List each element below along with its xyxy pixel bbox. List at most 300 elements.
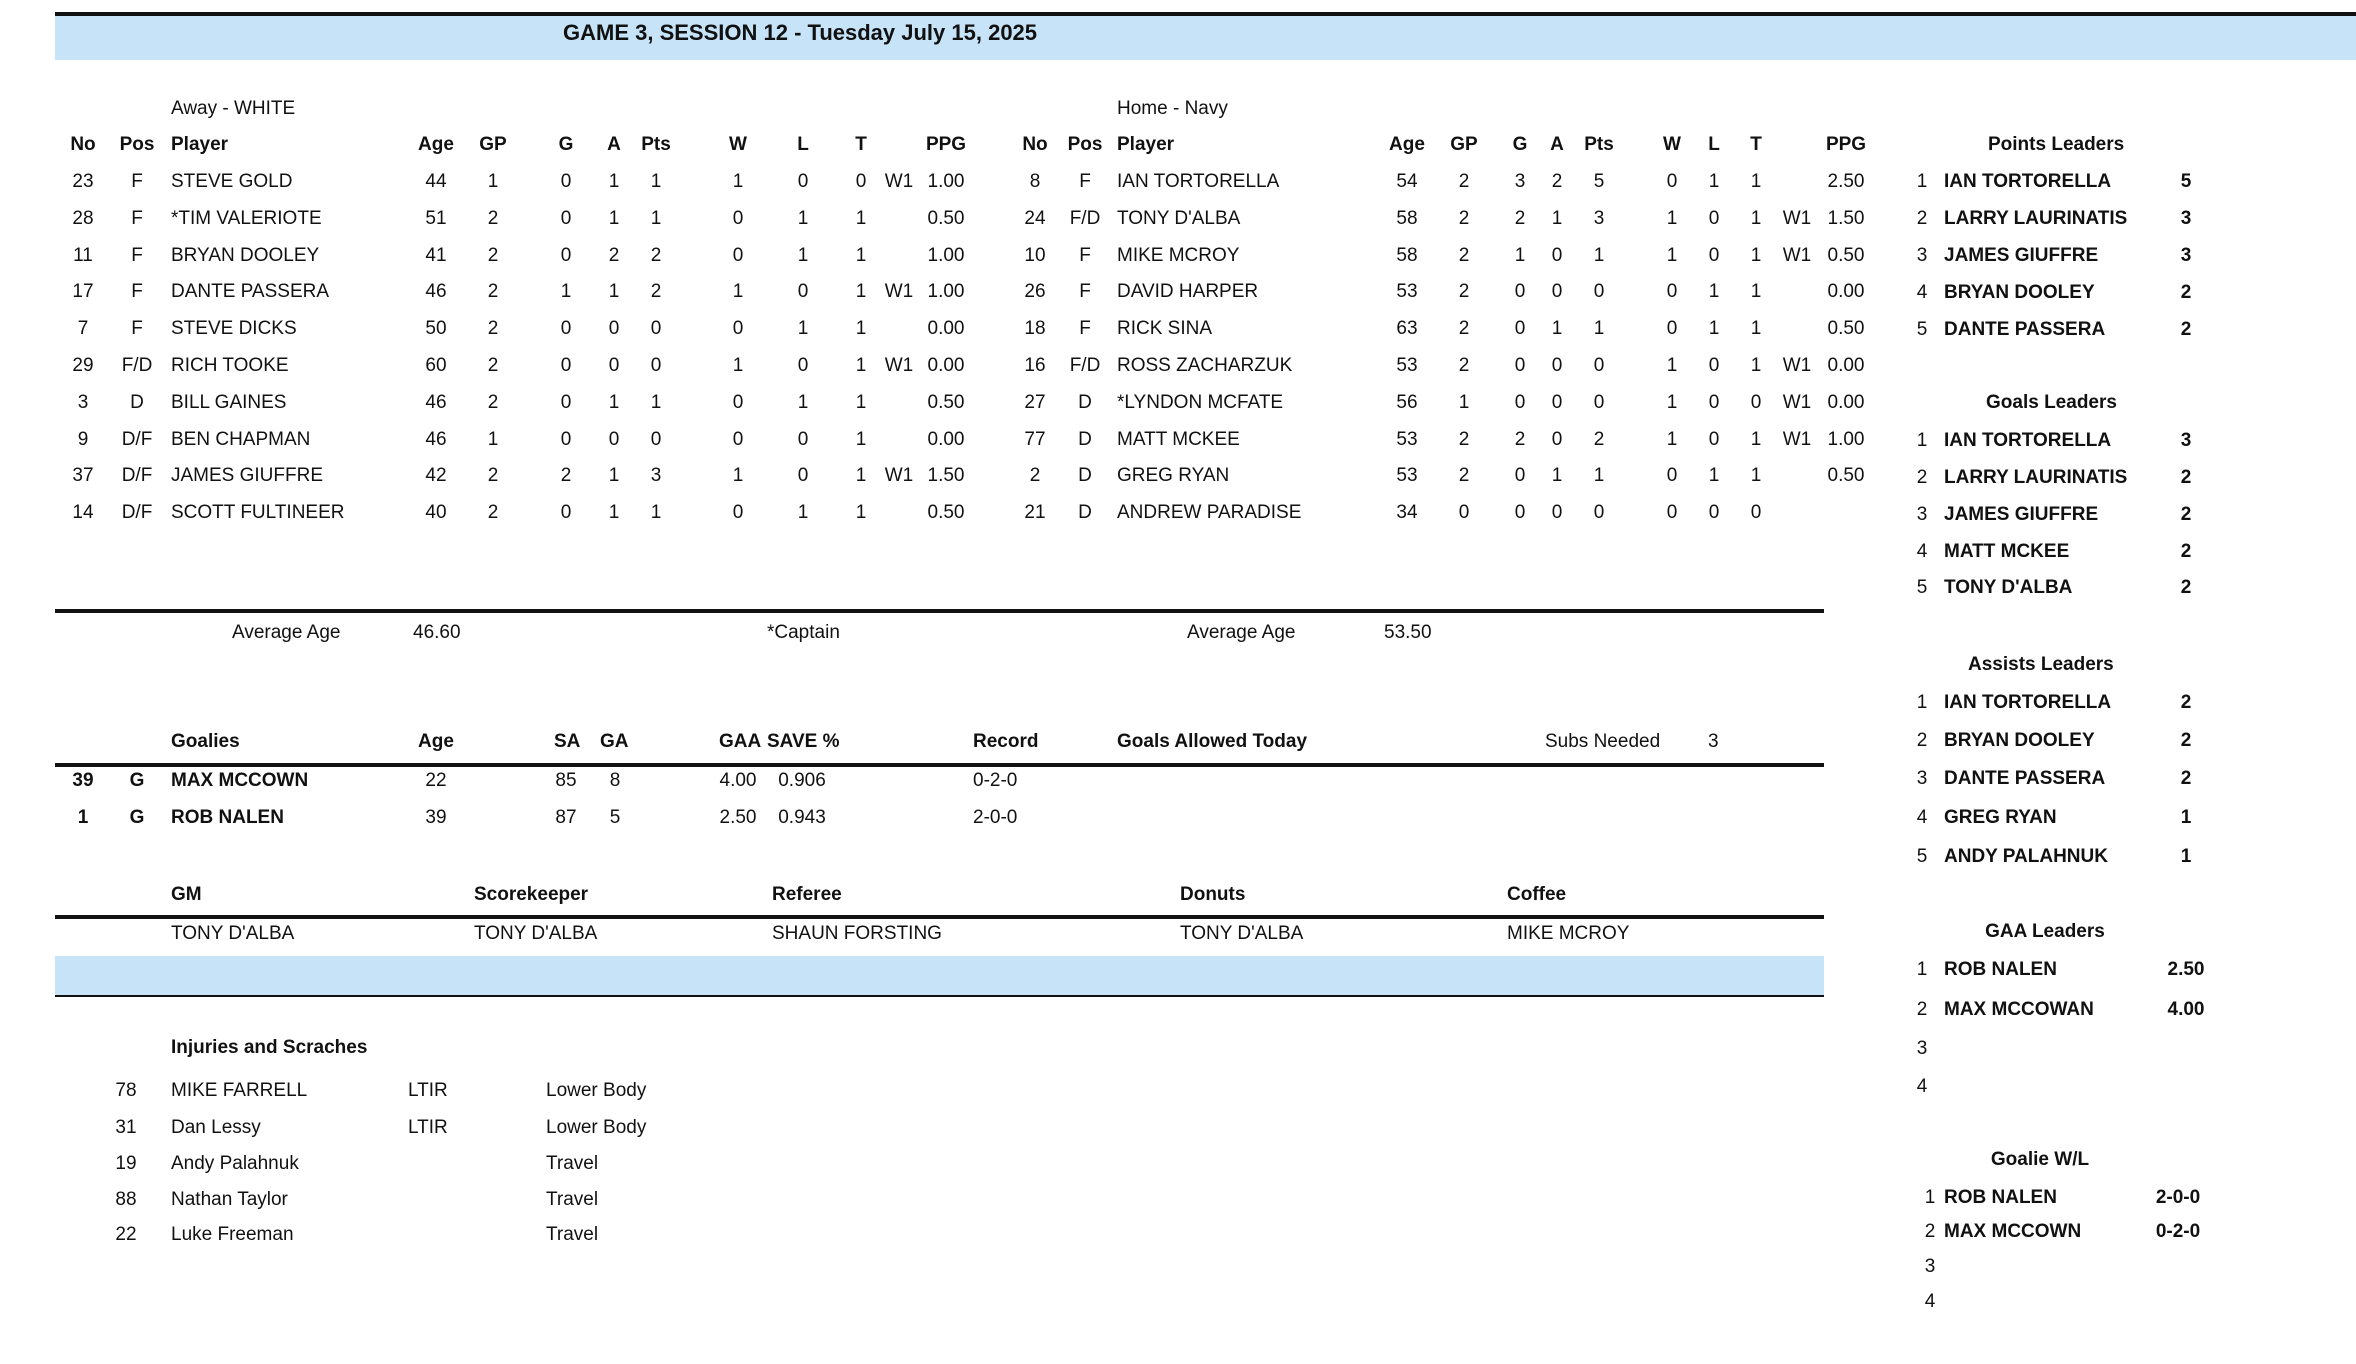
staff-header-referee: Referee xyxy=(772,884,842,905)
away-row-pts: 0 xyxy=(650,355,662,376)
away-row-pts: 2 xyxy=(650,281,662,302)
home-row-player: RICK SINA xyxy=(1117,318,1213,339)
away-header-gp: GP xyxy=(479,134,507,155)
away-row-age: 51 xyxy=(425,208,447,229)
home-row-g: 0 xyxy=(1514,318,1526,339)
away-row-pos: F/D xyxy=(121,355,153,376)
away-row-pts: 0 xyxy=(650,318,662,339)
leaders-assists-value: 2 xyxy=(2180,692,2192,713)
home-row-l: 0 xyxy=(1708,502,1720,523)
home-row-t: 1 xyxy=(1750,171,1762,192)
away-row-l: 1 xyxy=(797,392,809,413)
leaders-goals-rank: 1 xyxy=(1916,430,1928,451)
home-row-w: 1 xyxy=(1666,429,1678,450)
leaders-assists-value: 2 xyxy=(2180,730,2192,751)
leaders-points-value: 2 xyxy=(2180,282,2192,303)
home-row-a: 0 xyxy=(1551,392,1563,413)
away-row-g: 0 xyxy=(560,392,572,413)
away-row-w: 1 xyxy=(732,465,744,486)
injury-no: 19 xyxy=(115,1153,137,1174)
goalie-ga: 5 xyxy=(609,807,621,828)
away-row-g: 0 xyxy=(560,208,572,229)
leaders-points-rank: 2 xyxy=(1916,208,1928,229)
leaders-wl-value: 0-2-0 xyxy=(2155,1221,2201,1242)
home-row-gp: 2 xyxy=(1458,245,1470,266)
away-row-a: 1 xyxy=(608,281,620,302)
home-row-g: 1 xyxy=(1514,245,1526,266)
away-row-streak: W1 xyxy=(884,355,914,376)
injury-no: 88 xyxy=(115,1189,137,1210)
away-row-t: 1 xyxy=(855,502,867,523)
away-row-l: 0 xyxy=(797,355,809,376)
leaders-goals-rank: 3 xyxy=(1916,504,1928,525)
home-row-a: 0 xyxy=(1551,245,1563,266)
away-row-ppg: 0.00 xyxy=(927,429,965,450)
away-row-pts: 1 xyxy=(650,392,662,413)
leaders-gaa-value: 2.50 xyxy=(2167,959,2205,980)
away-row-a: 2 xyxy=(608,245,620,266)
away-row-age: 40 xyxy=(425,502,447,523)
title-band xyxy=(55,16,2356,60)
away-row-player: BRYAN DOOLEY xyxy=(171,245,320,266)
away-row-a: 1 xyxy=(608,171,620,192)
home-row-no: 24 xyxy=(1024,208,1046,229)
away-row-player: BILL GAINES xyxy=(171,392,287,413)
home-row-w: 0 xyxy=(1666,465,1678,486)
home-row-no: 16 xyxy=(1024,355,1046,376)
injury-name: Nathan Taylor xyxy=(171,1189,288,1210)
away-row-pos: D/F xyxy=(121,429,153,450)
home-row-a: 0 xyxy=(1551,502,1563,523)
leaders-points-name: JAMES GIUFFRE xyxy=(1944,245,2099,266)
home-row-pts: 1 xyxy=(1593,245,1605,266)
away-row-ppg: 1.00 xyxy=(927,281,965,302)
home-row-a: 0 xyxy=(1551,281,1563,302)
home-row-g: 0 xyxy=(1514,392,1526,413)
home-row-pts: 0 xyxy=(1593,502,1605,523)
home-row-no: 2 xyxy=(1029,465,1041,486)
home-row-pos: D xyxy=(1078,465,1092,486)
home-row-streak: W1 xyxy=(1782,429,1812,450)
home-row-player: TONY D'ALBA xyxy=(1117,208,1241,229)
home-row-no: 77 xyxy=(1024,429,1046,450)
leaders-gaa-name: ROB NALEN xyxy=(1944,959,2057,980)
home-row-age: 63 xyxy=(1396,318,1418,339)
home-header-t: T xyxy=(1750,134,1762,155)
goalie-ga: 8 xyxy=(609,770,621,791)
leaders-assists-rank: 2 xyxy=(1916,730,1928,751)
staff-header-donuts: Donuts xyxy=(1180,884,1246,905)
away-row-gp: 2 xyxy=(487,502,499,523)
away-row-w: 0 xyxy=(732,208,744,229)
home-row-age: 56 xyxy=(1396,392,1418,413)
goalie-gaa: 2.50 xyxy=(719,807,757,828)
home-row-l: 1 xyxy=(1708,171,1720,192)
home-row-no: 18 xyxy=(1024,318,1046,339)
leaders-goals-rank: 2 xyxy=(1916,467,1928,488)
home-row-t: 1 xyxy=(1750,318,1762,339)
away-row-l: 1 xyxy=(797,245,809,266)
home-row-no: 27 xyxy=(1024,392,1046,413)
goalie-record: 2-0-0 xyxy=(973,807,1018,828)
home-row-a: 0 xyxy=(1551,355,1563,376)
home-header-w: W xyxy=(1663,134,1681,155)
leaders-points-name: BRYAN DOOLEY xyxy=(1944,282,2095,303)
leaders-points-name: IAN TORTORELLA xyxy=(1944,171,2112,192)
home-average-age-label: Average Age xyxy=(1187,622,1296,643)
leaders-gaa-value: 4.00 xyxy=(2167,999,2205,1020)
injury-status: LTIR xyxy=(408,1117,448,1138)
away-row-gp: 2 xyxy=(487,281,499,302)
home-row-age: 53 xyxy=(1396,429,1418,450)
leaders-assists-value: 1 xyxy=(2180,846,2192,867)
away-row-pts: 0 xyxy=(650,429,662,450)
away-header-w: W xyxy=(729,134,747,155)
away-row-no: 37 xyxy=(72,465,94,486)
leaders-wl-rank: 3 xyxy=(1924,1256,1936,1277)
home-row-age: 58 xyxy=(1396,245,1418,266)
leaders-assists-rank: 1 xyxy=(1916,692,1928,713)
away-row-pos: F xyxy=(131,318,143,339)
home-row-ppg: 0.00 xyxy=(1827,392,1865,413)
away-row-t: 1 xyxy=(855,245,867,266)
home-row-player: IAN TORTORELLA xyxy=(1117,171,1280,192)
home-row-pos: F/D xyxy=(1069,355,1101,376)
away-row-no: 14 xyxy=(72,502,94,523)
home-row-player: MIKE MCROY xyxy=(1117,245,1240,266)
injury-name: MIKE FARRELL xyxy=(171,1080,308,1101)
staff-header-coffee: Coffee xyxy=(1507,884,1567,905)
away-row-pts: 2 xyxy=(650,245,662,266)
home-row-gp: 2 xyxy=(1458,171,1470,192)
away-row-t: 1 xyxy=(855,429,867,450)
leaders-points-value: 3 xyxy=(2180,208,2192,229)
away-header-player: Player xyxy=(171,134,229,155)
away-header-no: No xyxy=(70,134,96,155)
goalie-save: 0.906 xyxy=(778,770,826,791)
home-row-pos: F xyxy=(1079,245,1091,266)
leaders-gaa-title: GAA Leaders xyxy=(1985,921,2105,942)
home-header-pos: Pos xyxy=(1067,134,1103,155)
away-row-a: 1 xyxy=(608,208,620,229)
staff-value-scorekeeper: TONY D'ALBA xyxy=(474,923,598,944)
goalie-pos: G xyxy=(129,807,145,828)
goalies-sa-header: SA xyxy=(554,731,581,752)
away-row-streak: W1 xyxy=(884,465,914,486)
away-row-l: 0 xyxy=(797,171,809,192)
injury-name: Dan Lessy xyxy=(171,1117,261,1138)
away-row-age: 44 xyxy=(425,171,447,192)
leaders-wl-name: MAX MCCOWN xyxy=(1944,1221,2082,1242)
leaders-assists-value: 2 xyxy=(2180,768,2192,789)
away-header-ppg: PPG xyxy=(925,134,967,155)
page-title: GAME 3, SESSION 12 - Tuesday July 15, 2025 xyxy=(563,20,1038,45)
leaders-goals-title: Goals Leaders xyxy=(1986,392,2117,413)
goalie-no: 39 xyxy=(72,770,94,791)
away-row-gp: 2 xyxy=(487,208,499,229)
away-row-no: 3 xyxy=(77,392,89,413)
home-row-ppg: 2.50 xyxy=(1827,171,1865,192)
home-row-player: ROSS ZACHARZUK xyxy=(1117,355,1293,376)
goals-allowed-today-header: Goals Allowed Today xyxy=(1117,731,1308,752)
injury-reason: Travel xyxy=(546,1153,599,1174)
home-team-label: Home - Navy xyxy=(1117,98,1228,119)
leaders-assists-name: GREG RYAN xyxy=(1944,807,2057,828)
home-row-pts: 0 xyxy=(1593,355,1605,376)
away-row-g: 0 xyxy=(560,318,572,339)
away-row-no: 9 xyxy=(77,429,89,450)
home-row-pos: F/D xyxy=(1069,208,1101,229)
home-row-l: 1 xyxy=(1708,281,1720,302)
away-row-t: 1 xyxy=(855,318,867,339)
away-row-t: 1 xyxy=(855,208,867,229)
home-row-age: 58 xyxy=(1396,208,1418,229)
home-row-age: 34 xyxy=(1396,502,1418,523)
injury-reason: Travel xyxy=(546,1224,599,1245)
away-row-ppg: 1.50 xyxy=(927,465,965,486)
leaders-assists-name: IAN TORTORELLA xyxy=(1944,692,2112,713)
leaders-assists-name: DANTE PASSERA xyxy=(1944,768,2106,789)
staff-band-rule xyxy=(55,995,1824,997)
staff-value-referee: SHAUN FORSTING xyxy=(772,923,942,944)
away-row-ppg: 1.00 xyxy=(927,171,965,192)
goalie-age: 22 xyxy=(425,770,447,791)
away-header-pts: Pts xyxy=(641,134,671,155)
home-row-pts: 2 xyxy=(1593,429,1605,450)
leaders-assists-value: 1 xyxy=(2180,807,2192,828)
away-header-g: G xyxy=(558,134,574,155)
away-header-t: T xyxy=(855,134,867,155)
leaders-points-rank: 4 xyxy=(1916,282,1928,303)
away-row-ppg: 0.50 xyxy=(927,502,965,523)
leaders-goals-rank: 4 xyxy=(1916,541,1928,562)
home-average-age: 53.50 xyxy=(1384,622,1432,643)
home-row-player: DAVID HARPER xyxy=(1117,281,1259,302)
home-row-t: 1 xyxy=(1750,429,1762,450)
home-row-gp: 2 xyxy=(1458,429,1470,450)
away-row-a: 1 xyxy=(608,392,620,413)
away-row-no: 29 xyxy=(72,355,94,376)
away-row-player: STEVE DICKS xyxy=(171,318,297,339)
leaders-gaa-rank: 3 xyxy=(1916,1038,1928,1059)
goalie-no: 1 xyxy=(77,807,89,828)
home-row-w: 1 xyxy=(1666,355,1678,376)
away-row-l: 0 xyxy=(797,281,809,302)
away-row-pos: D xyxy=(130,392,144,413)
leaders-points-name: DANTE PASSERA xyxy=(1944,319,2106,340)
away-team-label: Away - WHITE xyxy=(171,98,296,119)
away-row-t: 1 xyxy=(855,355,867,376)
goalie-gaa: 4.00 xyxy=(719,770,757,791)
away-row-l: 0 xyxy=(797,429,809,450)
away-row-gp: 2 xyxy=(487,465,499,486)
injury-reason: Lower Body xyxy=(546,1080,647,1101)
home-row-t: 1 xyxy=(1750,208,1762,229)
leaders-assists-rank: 3 xyxy=(1916,768,1928,789)
home-row-l: 1 xyxy=(1708,318,1720,339)
away-row-t: 1 xyxy=(855,392,867,413)
away-header-pos: Pos xyxy=(119,134,155,155)
away-row-no: 7 xyxy=(77,318,89,339)
away-row-pos: F xyxy=(131,208,143,229)
leaders-gaa-name: MAX MCCOWAN xyxy=(1944,999,2094,1020)
home-row-g: 0 xyxy=(1514,465,1526,486)
home-header-ppg: PPG xyxy=(1825,134,1867,155)
home-row-no: 10 xyxy=(1024,245,1046,266)
home-row-gp: 2 xyxy=(1458,355,1470,376)
away-row-player: *TIM VALERIOTE xyxy=(171,208,322,229)
home-row-a: 1 xyxy=(1551,318,1563,339)
leaders-goals-value: 2 xyxy=(2180,577,2192,598)
away-row-no: 28 xyxy=(72,208,94,229)
away-row-gp: 2 xyxy=(487,318,499,339)
away-row-pts: 1 xyxy=(650,502,662,523)
goalies-ga-header: GA xyxy=(600,731,629,752)
away-row-gp: 2 xyxy=(487,355,499,376)
home-row-ppg: 0.00 xyxy=(1827,281,1865,302)
leaders-wl-title: Goalie W/L xyxy=(1990,1149,2090,1170)
home-row-l: 0 xyxy=(1708,208,1720,229)
home-row-no: 21 xyxy=(1024,502,1046,523)
away-row-g: 0 xyxy=(560,429,572,450)
away-row-gp: 1 xyxy=(487,171,499,192)
staff-rule xyxy=(55,915,1824,919)
staff-header-scorekeeper: Scorekeeper xyxy=(474,884,589,905)
away-row-age: 42 xyxy=(425,465,447,486)
away-row-ppg: 0.00 xyxy=(927,355,965,376)
subs-needed-value: 3 xyxy=(1708,731,1719,752)
away-row-a: 0 xyxy=(608,429,620,450)
goalies-gaa-header: GAA xyxy=(719,731,762,752)
away-row-g: 2 xyxy=(560,465,572,486)
away-row-t: 0 xyxy=(855,171,867,192)
away-row-t: 1 xyxy=(855,465,867,486)
away-row-no: 17 xyxy=(72,281,94,302)
away-row-pos: F xyxy=(131,171,143,192)
home-row-ppg: 0.50 xyxy=(1827,465,1865,486)
away-row-player: STEVE GOLD xyxy=(171,171,293,192)
away-header-a: A xyxy=(607,134,621,155)
roster-bottom-rule xyxy=(55,609,1824,613)
home-row-w: 0 xyxy=(1666,171,1678,192)
leaders-gaa-rank: 2 xyxy=(1916,999,1928,1020)
home-row-pos: D xyxy=(1078,502,1092,523)
subs-needed-label: Subs Needed xyxy=(1545,731,1661,752)
leaders-assists-rank: 5 xyxy=(1916,846,1928,867)
leaders-goals-name: IAN TORTORELLA xyxy=(1944,430,2112,451)
home-header-a: A xyxy=(1550,134,1564,155)
home-row-gp: 2 xyxy=(1458,465,1470,486)
away-header-l: L xyxy=(797,134,809,155)
home-row-g: 3 xyxy=(1514,171,1526,192)
away-row-w: 0 xyxy=(732,429,744,450)
staff-header-gm: GM xyxy=(171,884,202,905)
away-row-ppg: 0.50 xyxy=(927,392,965,413)
injury-name: Luke Freeman xyxy=(171,1224,294,1245)
away-row-g: 0 xyxy=(560,245,572,266)
home-row-w: 1 xyxy=(1666,208,1678,229)
injury-status: LTIR xyxy=(408,1080,448,1101)
away-row-age: 46 xyxy=(425,392,447,413)
home-row-a: 2 xyxy=(1551,171,1563,192)
staff-band xyxy=(55,956,1824,996)
home-row-a: 1 xyxy=(1551,208,1563,229)
leaders-assists-name: BRYAN DOOLEY xyxy=(1944,730,2095,751)
away-row-pts: 1 xyxy=(650,171,662,192)
goalie-age: 39 xyxy=(425,807,447,828)
away-row-g: 0 xyxy=(560,502,572,523)
away-row-l: 1 xyxy=(797,502,809,523)
leaders-gaa-rank: 4 xyxy=(1916,1076,1928,1097)
home-row-player: *LYNDON MCFATE xyxy=(1117,392,1284,413)
injury-reason: Lower Body xyxy=(546,1117,647,1138)
away-row-player: SCOTT FULTINEER xyxy=(171,502,345,523)
away-row-player: DANTE PASSERA xyxy=(171,281,330,302)
home-row-pos: F xyxy=(1079,171,1091,192)
away-row-ppg: 0.00 xyxy=(927,318,965,339)
away-row-g: 0 xyxy=(560,171,572,192)
away-row-a: 1 xyxy=(608,502,620,523)
home-header-gp: GP xyxy=(1450,134,1478,155)
goalies-header: Goalies xyxy=(171,731,240,752)
home-row-ppg: 0.50 xyxy=(1827,318,1865,339)
home-row-l: 1 xyxy=(1708,465,1720,486)
home-row-t: 0 xyxy=(1750,502,1762,523)
away-row-pos: D/F xyxy=(121,465,153,486)
leaders-points-value: 2 xyxy=(2180,319,2192,340)
staff-value-coffee: MIKE MCROY xyxy=(1507,923,1630,944)
home-row-ppg: 1.00 xyxy=(1827,429,1865,450)
home-row-w: 0 xyxy=(1666,318,1678,339)
goalies-rule xyxy=(55,763,1824,767)
away-row-l: 1 xyxy=(797,208,809,229)
away-row-player: BEN CHAPMAN xyxy=(171,429,311,450)
home-row-g: 0 xyxy=(1514,355,1526,376)
leaders-goals-name: LARRY LAURINATIS xyxy=(1944,467,2128,488)
away-row-w: 0 xyxy=(732,318,744,339)
leaders-goals-name: TONY D'ALBA xyxy=(1944,577,2073,598)
away-row-player: JAMES GIUFFRE xyxy=(171,465,324,486)
away-row-no: 11 xyxy=(73,245,93,266)
leaders-wl-name: ROB NALEN xyxy=(1944,1187,2057,1208)
away-row-age: 41 xyxy=(425,245,447,266)
home-header-g: G xyxy=(1512,134,1528,155)
away-average-age-label: Average Age xyxy=(232,622,341,643)
injury-reason: Travel xyxy=(546,1189,599,1210)
away-row-t: 1 xyxy=(855,281,867,302)
away-row-pos: D/F xyxy=(121,502,153,523)
goalie-sa: 87 xyxy=(555,807,577,828)
leaders-goals-name: JAMES GIUFFRE xyxy=(1944,504,2099,525)
away-row-age: 60 xyxy=(425,355,447,376)
home-row-pos: D xyxy=(1078,429,1092,450)
leaders-assists-rank: 4 xyxy=(1916,807,1928,828)
away-row-age: 46 xyxy=(425,429,447,450)
away-row-a: 0 xyxy=(608,355,620,376)
home-row-t: 1 xyxy=(1750,465,1762,486)
goalie-name: MAX MCCOWN xyxy=(171,770,309,791)
home-row-streak: W1 xyxy=(1782,208,1812,229)
home-row-pts: 3 xyxy=(1593,208,1605,229)
away-row-age: 46 xyxy=(425,281,447,302)
away-row-age: 50 xyxy=(425,318,447,339)
home-row-l: 0 xyxy=(1708,392,1720,413)
home-row-streak: W1 xyxy=(1782,245,1812,266)
home-row-w: 0 xyxy=(1666,502,1678,523)
home-row-pts: 0 xyxy=(1593,392,1605,413)
home-row-w: 1 xyxy=(1666,392,1678,413)
goalie-name: ROB NALEN xyxy=(171,807,284,828)
